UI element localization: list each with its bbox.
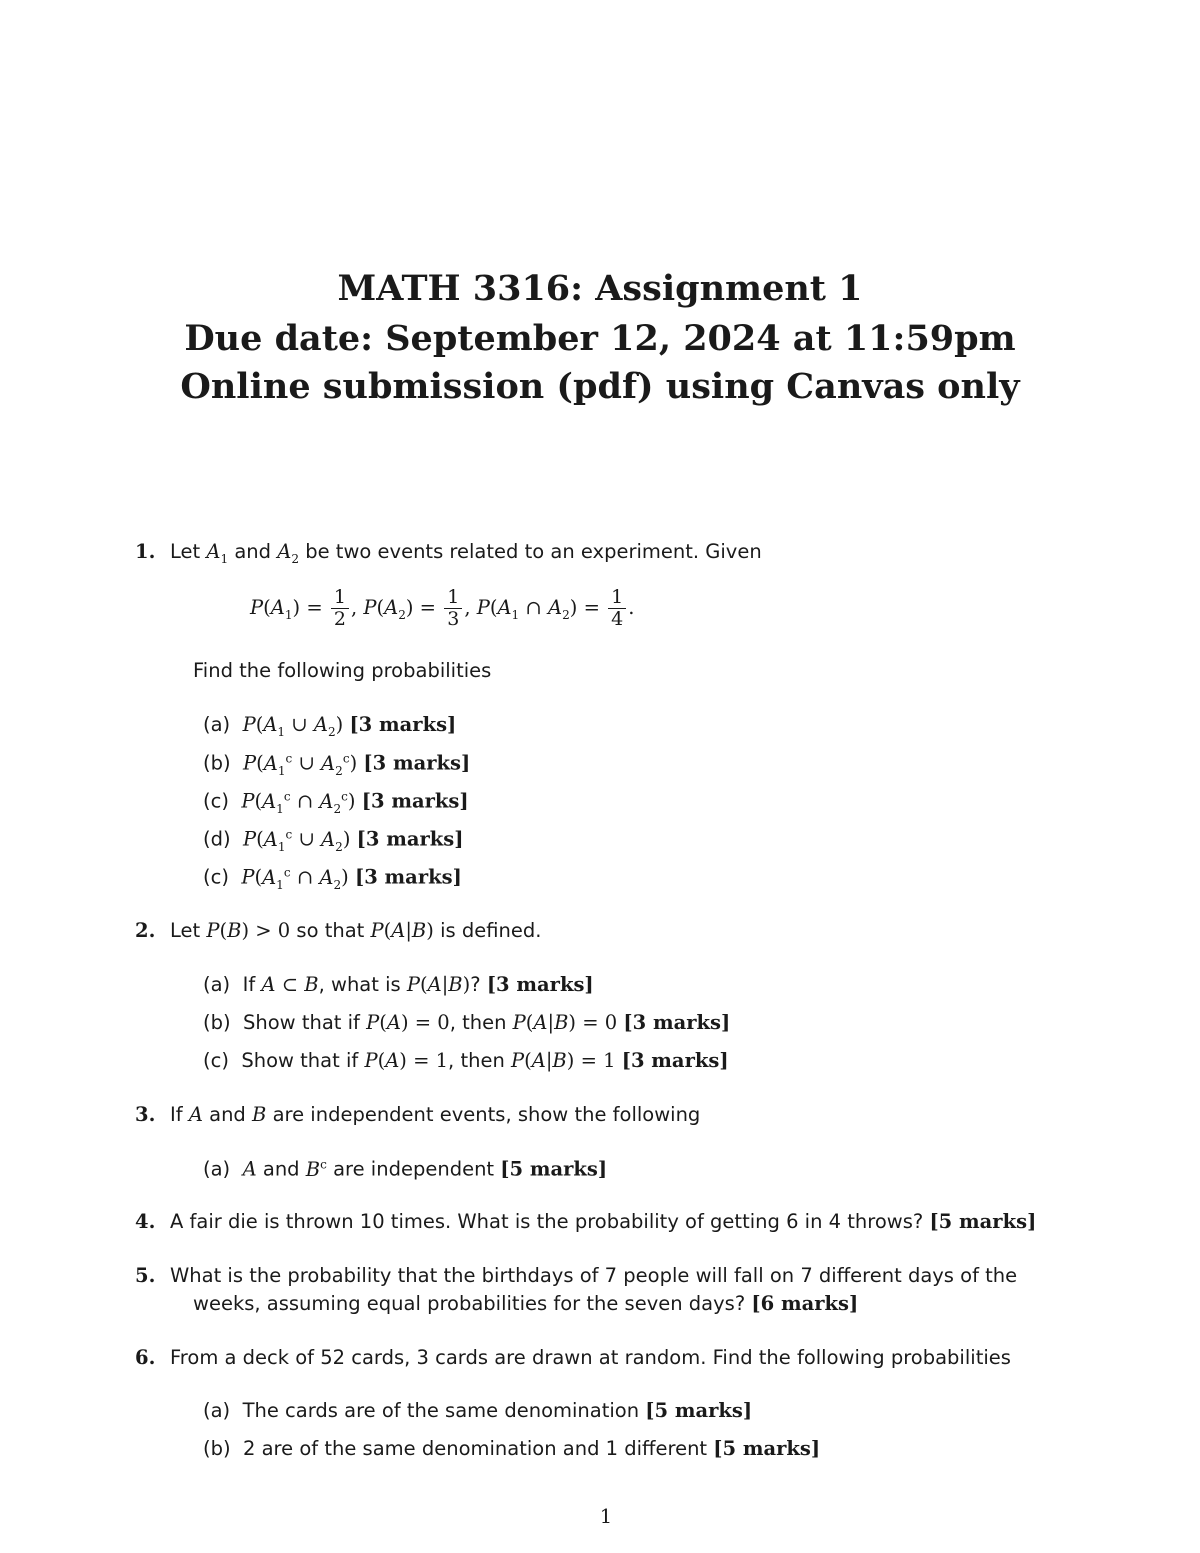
q1-statement: Let $A_1$ and $A_2$ be two events related to an experiment. Given	[170, 540, 762, 566]
q6-part-a: (a) The cards are of the same denomination [5 marks]	[203, 1399, 753, 1422]
title-line-1: MATH 3316: Assignment 1	[337, 268, 863, 309]
q2-part-b: (b) Show that if P(A) = 0, then P(A|B) = 0 [3 marks]	[203, 1011, 731, 1034]
q1-find-text: Find the following probabilities	[193, 659, 492, 682]
q5-statement-line2: weeks, assuming equal probabilities for the seven days? [6 marks]	[193, 1292, 859, 1315]
q1-number: 1.	[135, 540, 156, 563]
q1-part-d: (d) $P(A_1^c$ ∪ $A_2$) [3 marks]	[203, 827, 464, 854]
q3-statement: If A and B are independent events, show the following	[170, 1103, 701, 1126]
q3-number: 3.	[135, 1103, 156, 1126]
q4-number: 4.	[135, 1210, 156, 1233]
title-line-2: Due date: September 12, 2024 at 11:59pm	[184, 318, 1016, 359]
q1-part-a: (a) $P(A_1$ ∪ $A_2$) [3 marks]	[203, 713, 457, 739]
q4-statement: A fair die is thrown 10 times. What is the probability of getting 6 in 4 throws? [5 marks]	[170, 1210, 1037, 1233]
q3-part-a: (a) A and $B^c$ are independent [5 marks]	[203, 1157, 608, 1181]
q2-part-a: (a) If A ⊂ B, what is P(A|B)? [3 marks]	[203, 973, 594, 996]
title-line-3: Online submission (pdf) using Canvas only	[180, 366, 1020, 407]
q1-part-e: (c) $P(A_1^c$ ∩ $A_2$) [3 marks]	[203, 865, 462, 892]
q1-part-c: (c) $P(A_1^c$ ∩ $A_2^c$) [3 marks]	[203, 789, 469, 816]
q2-number: 2.	[135, 919, 156, 942]
q6-statement: From a deck of 52 cards, 3 cards are drawn at random. Find the following probabilities	[170, 1346, 1011, 1369]
page-number: 1	[599, 1505, 613, 1528]
q2-statement: Let P(B) > 0 so that P(A|B) is defined.	[170, 919, 542, 942]
q1-given-equation: $P(A_1)$ = $\frac{1}{2}$ , $P(A_2)$ = $\frac{1}{3}$ , $P(A_1$ ∩ $A_2$) = $\frac{1}{4}$ .	[250, 586, 635, 630]
q2-part-c: (c) Show that if P(A) = 1, then P(A|B) = 1 [3 marks]	[203, 1049, 729, 1072]
q5-number: 5.	[135, 1264, 156, 1287]
q6-part-b: (b) 2 are of the same denomination and 1 different [5 marks]	[203, 1437, 821, 1460]
q5-statement-line1: What is the probability that the birthdays of 7 people will fall on 7 different days of the	[170, 1264, 1018, 1287]
q6-number: 6.	[135, 1346, 156, 1369]
q1-part-b: (b) $P(A_1^c$ ∪ $A_2^c$) [3 marks]	[203, 751, 471, 778]
